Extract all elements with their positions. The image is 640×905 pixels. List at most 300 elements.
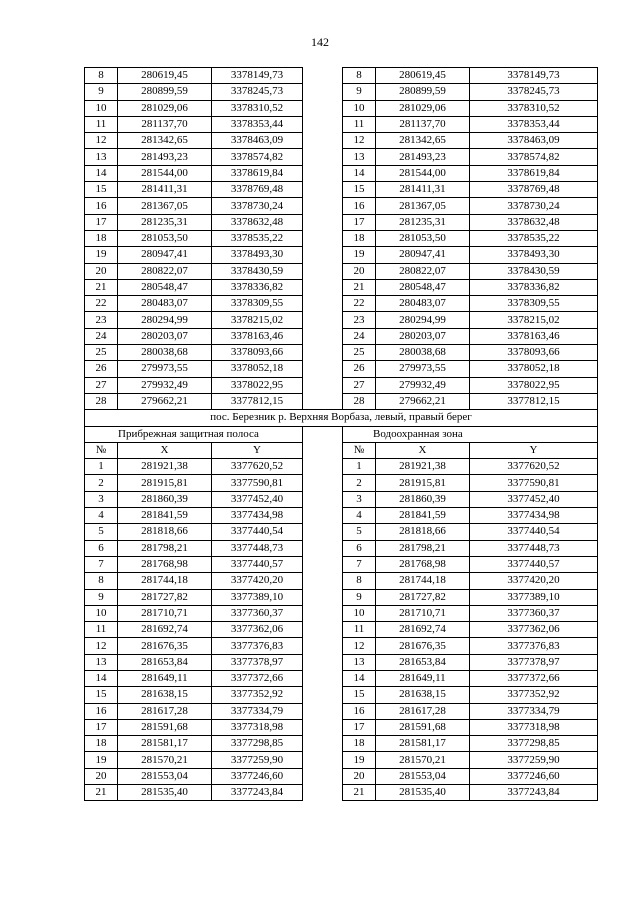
coord-x: 281798,21 <box>118 540 212 556</box>
coord-x: 281798,21 <box>376 540 470 556</box>
point-number: 5 <box>85 524 118 540</box>
coord-y: 3378535,22 <box>470 230 598 246</box>
point-number: 21 <box>85 785 118 801</box>
column-header-x: X <box>118 442 212 458</box>
point-number: 1 <box>85 459 118 475</box>
coord-y: 3377812,15 <box>470 393 598 409</box>
coord-y: 3377298,85 <box>470 736 598 752</box>
coord-x: 281591,68 <box>376 719 470 735</box>
point-number: 9 <box>343 84 376 100</box>
coord-x: 280619,45 <box>118 68 212 84</box>
table-row <box>85 605 598 621</box>
table-row <box>85 214 598 230</box>
table-row <box>85 361 598 377</box>
coord-x: 281768,98 <box>376 556 470 572</box>
table-gap <box>303 361 343 377</box>
coord-x: 281676,35 <box>118 638 212 654</box>
coord-x: 281818,66 <box>376 524 470 540</box>
coord-y: 3378093,66 <box>470 345 598 361</box>
coord-x: 280294,99 <box>118 312 212 328</box>
table-gap <box>303 312 343 328</box>
table-gap <box>303 100 343 116</box>
table-gap <box>303 491 343 507</box>
coord-y: 3377360,37 <box>212 605 303 621</box>
coord-x: 281692,74 <box>118 622 212 638</box>
table-gap <box>303 442 343 458</box>
coord-y: 3377378,97 <box>470 654 598 670</box>
coord-x: 280038,68 <box>118 345 212 361</box>
table-row <box>85 638 598 654</box>
coord-x: 281570,21 <box>118 752 212 768</box>
table-row <box>85 556 598 572</box>
table-row <box>85 785 598 801</box>
coord-y: 3378215,02 <box>470 312 598 328</box>
zone-right-title: Водоохранная зона <box>343 426 598 442</box>
table-row <box>85 279 598 295</box>
coord-y: 3378149,73 <box>470 68 598 84</box>
coord-y: 3378463,09 <box>212 133 303 149</box>
coord-x: 280203,07 <box>376 328 470 344</box>
table-row <box>85 393 598 409</box>
coord-y: 3378632,48 <box>212 214 303 230</box>
coord-x: 281553,04 <box>376 768 470 784</box>
coord-x: 280203,07 <box>118 328 212 344</box>
coord-x: 281860,39 <box>118 491 212 507</box>
coord-x: 280548,47 <box>376 279 470 295</box>
coord-x: 281841,59 <box>376 508 470 524</box>
point-number: 3 <box>343 491 376 507</box>
table-gap <box>303 230 343 246</box>
table-gap <box>303 524 343 540</box>
coord-x: 281915,81 <box>118 475 212 491</box>
coord-x: 281768,98 <box>118 556 212 572</box>
coord-y: 3378245,73 <box>212 84 303 100</box>
point-number: 6 <box>343 540 376 556</box>
point-number: 11 <box>343 622 376 638</box>
point-number: 22 <box>343 296 376 312</box>
point-number: 12 <box>343 133 376 149</box>
point-number: 17 <box>343 719 376 735</box>
table-row <box>85 165 598 181</box>
point-number: 9 <box>85 589 118 605</box>
table-gap <box>303 149 343 165</box>
table-gap <box>303 182 343 198</box>
coord-y: 3378430,59 <box>212 263 303 279</box>
coord-x: 281342,65 <box>376 133 470 149</box>
coord-y: 3378022,95 <box>212 377 303 393</box>
coord-x: 281535,40 <box>118 785 212 801</box>
coord-y: 3378309,55 <box>212 296 303 312</box>
coord-y: 3378632,48 <box>470 214 598 230</box>
table-row <box>85 182 598 198</box>
coord-y: 3378336,82 <box>212 279 303 295</box>
point-number: 27 <box>343 377 376 393</box>
coord-x: 281137,70 <box>118 116 212 132</box>
coord-y: 3377434,98 <box>212 508 303 524</box>
coord-x: 281649,11 <box>118 670 212 686</box>
column-header-row <box>85 442 598 458</box>
table-row <box>85 149 598 165</box>
point-number: 26 <box>343 361 376 377</box>
point-number: 14 <box>343 165 376 181</box>
coord-y: 3377376,83 <box>212 638 303 654</box>
coord-x: 279932,49 <box>376 377 470 393</box>
coord-x: 281727,82 <box>118 589 212 605</box>
table-row <box>85 508 598 524</box>
coord-y: 3378574,82 <box>470 149 598 165</box>
point-number: 18 <box>343 230 376 246</box>
table-gap <box>303 426 343 442</box>
table-gap <box>303 670 343 686</box>
coord-y: 3377448,73 <box>212 540 303 556</box>
coord-y: 3378619,84 <box>470 165 598 181</box>
coord-y: 3377440,57 <box>470 556 598 572</box>
coord-y: 3377448,73 <box>470 540 598 556</box>
table-gap <box>303 752 343 768</box>
coord-x: 281860,39 <box>376 491 470 507</box>
coord-y: 3378022,95 <box>470 377 598 393</box>
coord-y: 3378730,24 <box>470 198 598 214</box>
coord-x: 281544,00 <box>376 165 470 181</box>
point-number: 7 <box>85 556 118 572</box>
coord-x: 281591,68 <box>118 719 212 735</box>
table-gap <box>303 654 343 670</box>
table-gap <box>303 540 343 556</box>
point-number: 21 <box>85 279 118 295</box>
table-row <box>85 230 598 246</box>
column-header-x: X <box>376 442 470 458</box>
table-row <box>85 752 598 768</box>
table-gap <box>303 345 343 361</box>
coord-y: 3377362,06 <box>470 622 598 638</box>
point-number: 20 <box>85 768 118 784</box>
point-number: 24 <box>343 328 376 344</box>
point-number: 16 <box>85 198 118 214</box>
table-gap <box>303 687 343 703</box>
point-number: 12 <box>85 133 118 149</box>
coord-y: 3378574,82 <box>212 149 303 165</box>
point-number: 18 <box>343 736 376 752</box>
table-gap <box>303 214 343 230</box>
coord-x: 281710,71 <box>118 605 212 621</box>
point-number: 26 <box>85 361 118 377</box>
coord-x: 281029,06 <box>118 100 212 116</box>
point-number: 14 <box>85 670 118 686</box>
coord-y: 3377440,54 <box>470 524 598 540</box>
coord-y: 3378353,44 <box>212 116 303 132</box>
table-gap <box>303 247 343 263</box>
coord-y: 3378769,48 <box>470 182 598 198</box>
point-number: 4 <box>343 508 376 524</box>
coord-x: 281235,31 <box>376 214 470 230</box>
coord-y: 3378163,46 <box>470 328 598 344</box>
coord-y: 3378052,18 <box>470 361 598 377</box>
table-gap <box>303 328 343 344</box>
coord-y: 3378163,46 <box>212 328 303 344</box>
point-number: 6 <box>85 540 118 556</box>
point-number: 2 <box>343 475 376 491</box>
coord-y: 3377452,40 <box>212 491 303 507</box>
table-row <box>85 491 598 507</box>
point-number: 23 <box>85 312 118 328</box>
point-number: 2 <box>85 475 118 491</box>
coord-x: 281727,82 <box>376 589 470 605</box>
point-number: 14 <box>343 670 376 686</box>
point-number: 21 <box>343 785 376 801</box>
coord-x: 281029,06 <box>376 100 470 116</box>
coord-y: 3377352,92 <box>212 687 303 703</box>
coord-x: 281653,84 <box>376 654 470 670</box>
column-header-number: № <box>85 442 118 458</box>
point-number: 13 <box>85 149 118 165</box>
point-number: 24 <box>85 328 118 344</box>
point-number: 28 <box>85 393 118 409</box>
table-row <box>85 345 598 361</box>
point-number: 23 <box>343 312 376 328</box>
coord-y: 3378149,73 <box>212 68 303 84</box>
coord-x: 281638,15 <box>118 687 212 703</box>
table-gap <box>303 703 343 719</box>
table-gap <box>303 84 343 100</box>
table-gap <box>303 719 343 735</box>
coord-x: 280947,41 <box>376 247 470 263</box>
point-number: 10 <box>85 605 118 621</box>
coord-x: 281841,59 <box>118 508 212 524</box>
coord-y: 3378093,66 <box>212 345 303 361</box>
point-number: 12 <box>343 638 376 654</box>
coord-y: 3377440,54 <box>212 524 303 540</box>
coord-y: 3378309,55 <box>470 296 598 312</box>
coord-x: 280038,68 <box>376 345 470 361</box>
table-row <box>85 670 598 686</box>
table-gap <box>303 133 343 149</box>
table-row <box>85 768 598 784</box>
point-number: 7 <box>343 556 376 572</box>
table-row <box>85 263 598 279</box>
column-header-y: Y <box>212 442 303 458</box>
coord-y: 3378463,09 <box>470 133 598 149</box>
coord-y: 3377334,79 <box>470 703 598 719</box>
coord-x: 281744,18 <box>118 573 212 589</box>
coord-x: 281493,23 <box>118 149 212 165</box>
table-gap <box>303 475 343 491</box>
coord-x: 281638,15 <box>376 687 470 703</box>
table-row <box>85 524 598 540</box>
coord-y: 3378535,22 <box>212 230 303 246</box>
point-number: 12 <box>85 638 118 654</box>
section-title: пос. Березник р. Верхняя Ворбаза, левый, правый берег <box>85 410 598 426</box>
point-number: 11 <box>85 116 118 132</box>
coord-x: 281617,28 <box>376 703 470 719</box>
table-gap <box>303 638 343 654</box>
table-row <box>85 654 598 670</box>
table-gap <box>303 508 343 524</box>
coord-x: 281342,65 <box>118 133 212 149</box>
coord-y: 3377440,57 <box>212 556 303 572</box>
coord-x: 281367,05 <box>118 198 212 214</box>
coord-y: 3377389,10 <box>212 589 303 605</box>
table-row <box>85 736 598 752</box>
table-gap <box>303 622 343 638</box>
table-gap <box>303 736 343 752</box>
point-number: 19 <box>85 247 118 263</box>
point-number: 18 <box>85 230 118 246</box>
coord-x: 281411,31 <box>376 182 470 198</box>
point-number: 16 <box>343 198 376 214</box>
coord-y: 3377360,37 <box>470 605 598 621</box>
coord-y: 3378769,48 <box>212 182 303 198</box>
point-number: 25 <box>85 345 118 361</box>
point-number: 20 <box>343 768 376 784</box>
point-number: 19 <box>343 752 376 768</box>
table-row <box>85 703 598 719</box>
section-title-row <box>85 410 598 426</box>
coord-y: 3377259,90 <box>470 752 598 768</box>
coord-x: 281649,11 <box>376 670 470 686</box>
table-gap <box>303 377 343 393</box>
coord-x: 279973,55 <box>376 361 470 377</box>
coord-x: 280483,07 <box>118 296 212 312</box>
point-number: 10 <box>343 100 376 116</box>
table-gap <box>303 165 343 181</box>
point-number: 13 <box>85 654 118 670</box>
coord-x: 281617,28 <box>118 703 212 719</box>
point-number: 17 <box>85 214 118 230</box>
coord-y: 3377389,10 <box>470 589 598 605</box>
table-row <box>85 475 598 491</box>
coord-x: 281921,38 <box>376 459 470 475</box>
coord-x: 281570,21 <box>376 752 470 768</box>
table-row <box>85 68 598 84</box>
coord-x: 281553,04 <box>118 768 212 784</box>
point-number: 9 <box>343 589 376 605</box>
coord-y: 3377243,84 <box>470 785 598 801</box>
coord-y: 3377259,90 <box>212 752 303 768</box>
point-number: 5 <box>343 524 376 540</box>
point-number: 13 <box>343 654 376 670</box>
table-row <box>85 377 598 393</box>
coord-y: 3378353,44 <box>470 116 598 132</box>
point-number: 14 <box>85 165 118 181</box>
coord-x: 281581,17 <box>118 736 212 752</box>
table-gap <box>303 589 343 605</box>
table-gap <box>303 68 343 84</box>
coord-y: 3377452,40 <box>470 491 598 507</box>
coord-y: 3378493,30 <box>212 247 303 263</box>
coord-y: 3378493,30 <box>470 247 598 263</box>
coord-x: 281921,38 <box>118 459 212 475</box>
table-gap <box>303 279 343 295</box>
coord-x: 281053,50 <box>118 230 212 246</box>
table-row <box>85 573 598 589</box>
coord-y: 3377362,06 <box>212 622 303 638</box>
point-number: 17 <box>85 719 118 735</box>
coord-y: 3378310,52 <box>212 100 303 116</box>
coord-x: 279662,21 <box>118 393 212 409</box>
coord-y: 3377298,85 <box>212 736 303 752</box>
point-number: 11 <box>343 116 376 132</box>
coord-y: 3378619,84 <box>212 165 303 181</box>
table-row <box>85 687 598 703</box>
point-number: 15 <box>343 687 376 703</box>
coord-y: 3377620,52 <box>470 459 598 475</box>
point-number: 21 <box>343 279 376 295</box>
point-number: 20 <box>85 263 118 279</box>
column-header-number: № <box>343 442 376 458</box>
coord-x: 280548,47 <box>118 279 212 295</box>
coord-y: 3377590,81 <box>212 475 303 491</box>
coord-y: 3377620,52 <box>212 459 303 475</box>
point-number: 27 <box>85 377 118 393</box>
point-number: 10 <box>343 605 376 621</box>
table-row <box>85 459 598 475</box>
coord-y: 3378310,52 <box>470 100 598 116</box>
table-row <box>85 198 598 214</box>
table-row <box>85 622 598 638</box>
coord-x: 280899,59 <box>376 84 470 100</box>
coord-y: 3377243,84 <box>212 785 303 801</box>
coord-x: 280483,07 <box>376 296 470 312</box>
table-gap <box>303 393 343 409</box>
coord-y: 3377318,98 <box>470 719 598 735</box>
coord-x: 281493,23 <box>376 149 470 165</box>
point-number: 22 <box>85 296 118 312</box>
coord-x: 281692,74 <box>376 622 470 638</box>
coord-y: 3378336,82 <box>470 279 598 295</box>
coord-y: 3378730,24 <box>212 198 303 214</box>
coord-x: 281676,35 <box>376 638 470 654</box>
point-number: 20 <box>343 263 376 279</box>
coord-y: 3377318,98 <box>212 719 303 735</box>
coord-y: 3377246,60 <box>212 768 303 784</box>
point-number: 16 <box>85 703 118 719</box>
coord-y: 3378245,73 <box>470 84 598 100</box>
coord-x: 280822,07 <box>376 263 470 279</box>
coord-x: 281653,84 <box>118 654 212 670</box>
coord-y: 3377246,60 <box>470 768 598 784</box>
point-number: 15 <box>343 182 376 198</box>
table-gap <box>303 573 343 589</box>
table-gap <box>303 785 343 801</box>
point-number: 8 <box>85 68 118 84</box>
point-number: 3 <box>85 491 118 507</box>
table-row <box>85 100 598 116</box>
table-row <box>85 312 598 328</box>
coord-y: 3377352,92 <box>470 687 598 703</box>
coord-x: 281367,05 <box>376 198 470 214</box>
coord-x: 279932,49 <box>118 377 212 393</box>
coord-x: 281411,31 <box>118 182 212 198</box>
coordinates-table <box>84 67 598 801</box>
point-number: 13 <box>343 149 376 165</box>
point-number: 15 <box>85 182 118 198</box>
coord-y: 3377372,66 <box>212 670 303 686</box>
coord-x: 281137,70 <box>376 116 470 132</box>
point-number: 28 <box>343 393 376 409</box>
coord-y: 3377434,98 <box>470 508 598 524</box>
column-header-y: Y <box>470 442 598 458</box>
table-row <box>85 540 598 556</box>
point-number: 17 <box>343 214 376 230</box>
point-number: 8 <box>343 68 376 84</box>
table-gap <box>303 605 343 621</box>
table-gap <box>303 198 343 214</box>
coord-x: 281053,50 <box>376 230 470 246</box>
point-number: 1 <box>343 459 376 475</box>
table-row <box>85 328 598 344</box>
coord-y: 3378430,59 <box>470 263 598 279</box>
coord-y: 3377376,83 <box>470 638 598 654</box>
